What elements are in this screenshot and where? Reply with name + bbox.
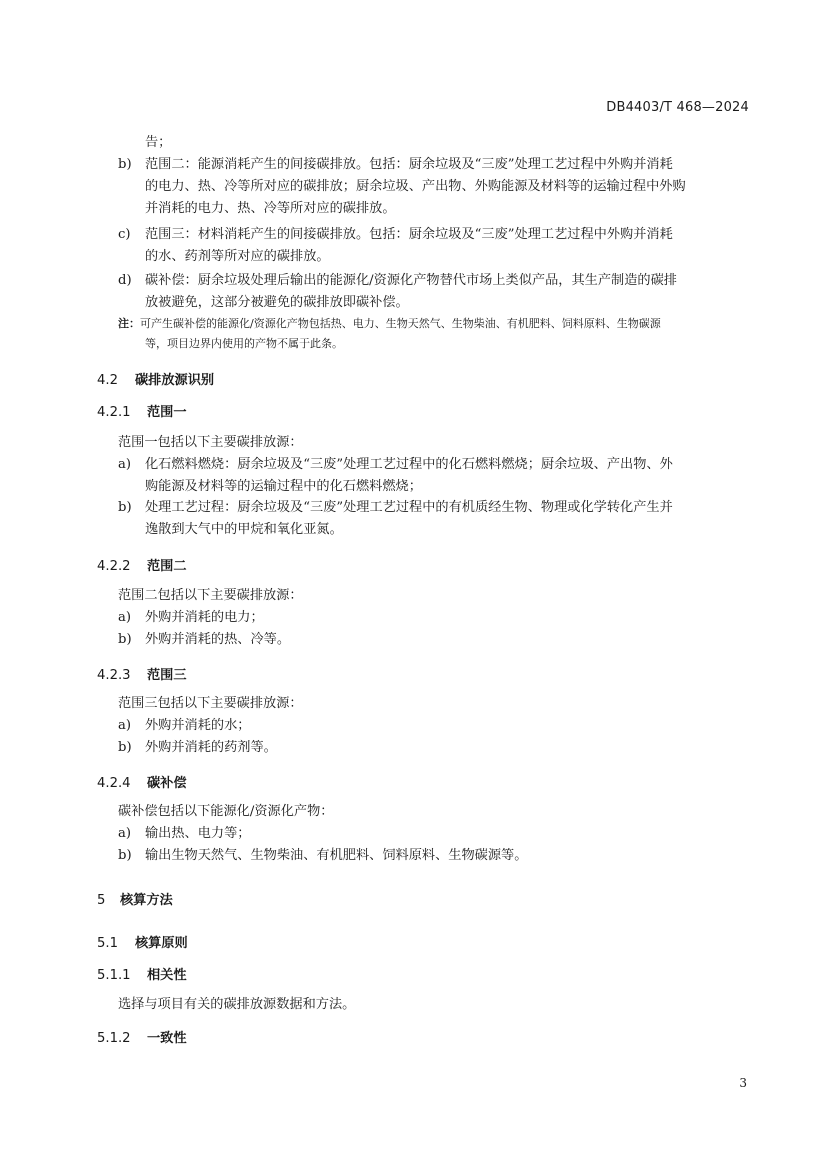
heading-4-2-1: 4.2.1 范围一 bbox=[97, 405, 187, 420]
paragraph: 选择与项目有关的碳排放源数据和方法。 bbox=[118, 997, 356, 1012]
list-item-scope3: c) 范围三：材料消耗产生的间接碳排放。包括：厨余垃圾及“三废”处理工艺过程中外购并消耗 的水、药剂等所对应的碳排放。 bbox=[118, 224, 673, 268]
continued-text: 告； bbox=[145, 135, 172, 150]
heading-5: 5 核算方法 bbox=[97, 893, 173, 908]
heading-4-2: 4.2 碳排放源识别 bbox=[97, 373, 215, 388]
heading-4-2-3: 4.2.3 范围三 bbox=[97, 668, 187, 683]
list-item: a) 化石燃料燃烧：厨余垃圾及“三废”处理工艺过程中的化石燃料燃烧；厨余垃圾、产出物、外 购能源及材料等的运输过程中的化石燃料燃烧； bbox=[118, 457, 673, 494]
list-label: c) bbox=[118, 227, 131, 242]
list-item: a) 外购并消耗的电力； bbox=[118, 610, 264, 625]
note: 注：可产生碳补偿的能源化/资源化产物包括热、电力、生物天然气、生物柴油、有机肥料、饲料原料、生物碳源 等，项目边界内使用的产物不属于此条。 bbox=[118, 317, 661, 350]
list-item: b) 输出生物天然气、生物柴油、有机肥料、饲料原料、生物碳源等。 bbox=[118, 848, 528, 863]
note-label: 注： bbox=[118, 317, 140, 330]
heading-5-1: 5.1 核算原则 bbox=[97, 936, 188, 951]
heading-5-1-1: 5.1.1 相关性 bbox=[97, 968, 187, 983]
page-number: 3 bbox=[739, 1076, 747, 1090]
heading-4-2-2: 4.2.2 范围二 bbox=[97, 559, 187, 574]
list-item: b) 外购并消耗的热、冷等。 bbox=[118, 632, 291, 647]
heading-5-1-2: 5.1.2 一致性 bbox=[97, 1031, 187, 1046]
heading-4-2-4: 4.2.4 碳补偿 bbox=[97, 776, 187, 791]
list-item-carbon-offset: d) 碳补偿：厨余垃圾处理后输出的能源化/资源化产物替代市场上类似产品，其生产制造的碳排 放被避免，这部分被避免的碳排放即碳补偿。 bbox=[118, 270, 677, 314]
list-item: b) 处理工艺过程：厨余垃圾及“三废”处理工艺过程中的有机质经生物、物理或化学转化产生并 逸散到大气中的甲烷和氧化亚氮。 bbox=[118, 500, 673, 537]
list-item: b) 外购并消耗的药剂等。 bbox=[118, 740, 277, 755]
list-item: a) 外购并消耗的水； bbox=[118, 718, 251, 733]
document-id: DB4403/T 468—2024 bbox=[606, 100, 749, 115]
paragraph-intro: 范围一包括以下主要碳排放源： bbox=[118, 435, 303, 450]
list-item-scope2: b) 范围二：能源消耗产生的间接碳排放。包括：厨余垃圾及“三废”处理工艺过程中外购并消耗 的电力、热、冷等所对应的碳排放；厨余垃圾、产出物、外购能源及材料等的运输过程中外购 并消耗的电力、热、冷等所对应的碳排放。 bbox=[118, 154, 686, 220]
paragraph-intro: 碳补偿包括以下能源化/资源化产物： bbox=[118, 804, 334, 819]
list-item: a) 输出热、电力等； bbox=[118, 826, 251, 841]
list-label: b) bbox=[118, 157, 132, 172]
paragraph-intro: 范围二包括以下主要碳排放源： bbox=[118, 588, 303, 603]
paragraph-intro: 范围三包括以下主要碳排放源： bbox=[118, 696, 303, 711]
list-label: d) bbox=[118, 273, 132, 288]
